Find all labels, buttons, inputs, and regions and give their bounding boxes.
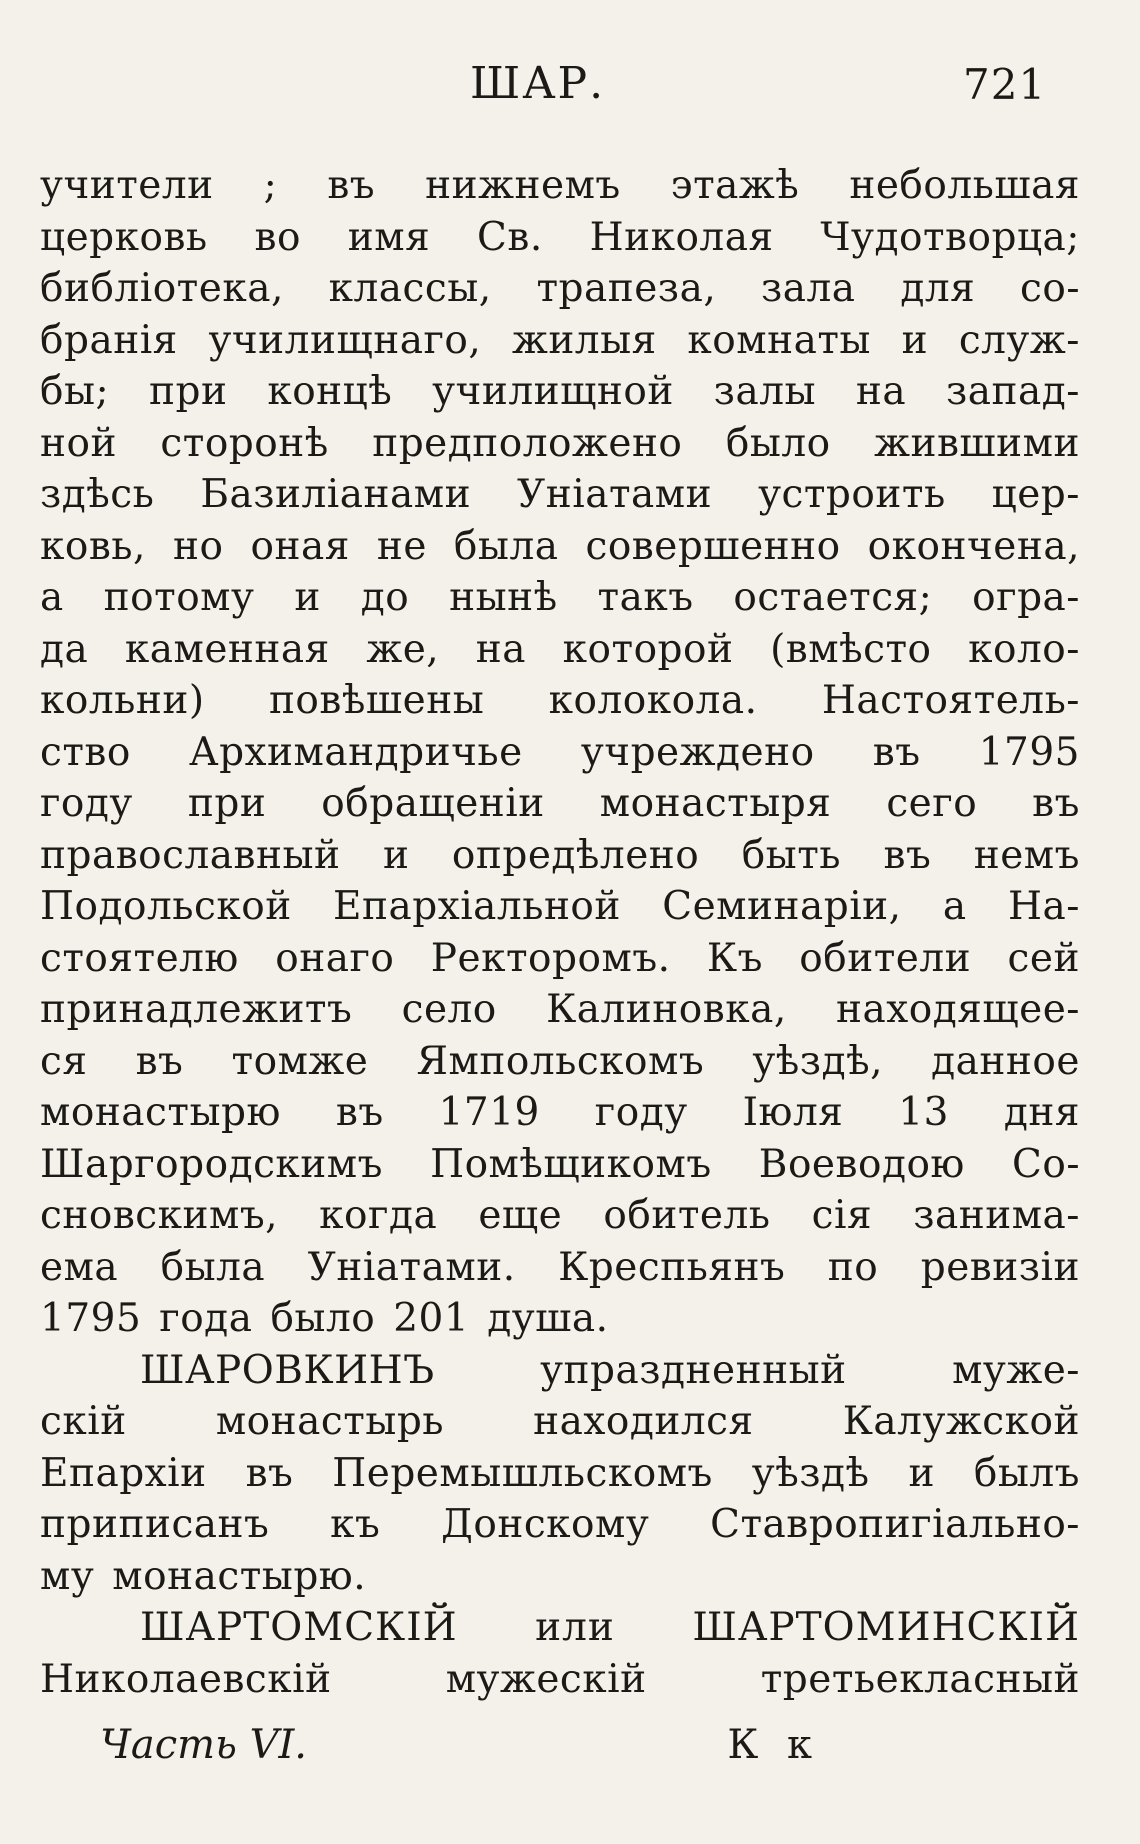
text-line — [40, 1551, 1080, 1603]
word: было — [270, 1296, 376, 1341]
word: въ — [1032, 781, 1080, 826]
text-line — [40, 1139, 1080, 1191]
word: ной — [40, 420, 117, 466]
word: этажѣ — [670, 163, 800, 208]
word: и — [382, 832, 410, 878]
word: сновскимъ, — [40, 1193, 279, 1238]
word: году — [40, 781, 133, 826]
word: которой — [562, 626, 734, 672]
word: принадлежитъ — [40, 987, 353, 1032]
word: православный — [40, 832, 341, 878]
word: ШАРТОМСКІЙ — [140, 1605, 458, 1650]
word: уѣздѣ, — [752, 1038, 883, 1084]
word: (вмѣсто — [770, 626, 932, 672]
word: потому — [103, 575, 255, 620]
word: а — [40, 575, 64, 620]
word: и — [294, 575, 321, 620]
word: а — [942, 884, 967, 929]
text-line — [40, 366, 1080, 418]
word: или — [535, 1605, 615, 1650]
word: 201 — [393, 1296, 470, 1341]
word: томже — [231, 1038, 369, 1084]
word: 1719 — [438, 1090, 540, 1135]
word: была — [160, 1244, 266, 1290]
word: году — [594, 1090, 688, 1135]
word: Воеводою — [758, 1141, 965, 1187]
word: Креспьянъ — [558, 1244, 786, 1290]
word: трапеза, — [536, 266, 717, 311]
text-line — [40, 1190, 1080, 1242]
printer-signature: К к — [727, 1722, 820, 1768]
word: третьекласный — [760, 1656, 1080, 1702]
text-line — [40, 1036, 1080, 1088]
word: для — [900, 266, 976, 311]
word: жилыя — [511, 317, 657, 363]
word: когда — [319, 1193, 438, 1238]
word: не — [376, 523, 427, 569]
word: Донскому — [441, 1502, 650, 1547]
word: Помѣщикомъ — [430, 1141, 712, 1187]
word: онаго — [275, 935, 395, 981]
word: была — [453, 523, 559, 569]
word: му — [40, 1553, 95, 1599]
word: окончена, — [867, 523, 1080, 569]
word: занима- — [913, 1193, 1080, 1238]
word: ство — [40, 729, 131, 775]
word: со- — [1020, 266, 1080, 311]
word: монастырю. — [112, 1553, 367, 1599]
word: Калиновка, — [546, 987, 787, 1032]
word: Уніатами. — [307, 1244, 516, 1290]
word: немъ — [973, 832, 1080, 878]
word: Подольской — [40, 884, 292, 929]
word: монастырь — [215, 1399, 445, 1444]
word: при — [149, 369, 228, 414]
word: такъ — [597, 575, 694, 620]
word: опредѣлено — [451, 832, 700, 878]
word: дня — [1003, 1090, 1080, 1135]
word: обители — [799, 935, 972, 981]
word: да — [40, 626, 89, 672]
word: ШАРОВКИНЪ — [140, 1347, 435, 1393]
word: приписанъ — [40, 1502, 270, 1547]
word: быть — [741, 832, 842, 878]
word: Перемышльскомъ — [332, 1450, 713, 1496]
word: Настоятель- — [821, 678, 1080, 723]
text-line — [40, 1499, 1080, 1551]
word: стоятелю — [40, 935, 239, 981]
running-head: ШАР. — [470, 58, 606, 109]
word: оная — [250, 523, 350, 569]
word: по — [827, 1244, 879, 1290]
word: муже- — [952, 1347, 1080, 1393]
text-line — [40, 1293, 1080, 1345]
word: коло- — [968, 626, 1080, 672]
word: Николая — [589, 214, 774, 260]
word: предположено — [372, 420, 683, 466]
word: Калужской — [842, 1399, 1080, 1444]
word: и — [901, 317, 929, 363]
word: монастыря — [599, 781, 832, 826]
word: ся — [40, 1038, 88, 1084]
text-line — [40, 1654, 1080, 1706]
word: цер- — [991, 472, 1080, 517]
word: въ — [872, 729, 921, 775]
word: залы — [713, 369, 817, 414]
word: учреждено — [580, 729, 815, 775]
word: на — [855, 369, 907, 414]
word: сія — [811, 1193, 873, 1238]
word: служ- — [958, 317, 1080, 363]
body-text — [40, 160, 1080, 1705]
word: уѣздѣ — [751, 1450, 870, 1496]
word: на — [475, 626, 527, 672]
text-line — [40, 572, 1080, 624]
text-line — [40, 778, 1080, 830]
word: небольшая — [849, 163, 1080, 208]
word: каменная — [124, 626, 330, 672]
word: 13 — [898, 1090, 949, 1135]
word: душа. — [487, 1296, 609, 1341]
word: Ямпольскомъ — [416, 1038, 705, 1084]
word: Уніатами — [517, 472, 713, 517]
word: сей — [1007, 935, 1080, 981]
word: Іюля — [742, 1090, 844, 1135]
word: ; — [263, 163, 278, 208]
text-line — [40, 1087, 1080, 1139]
word: и — [908, 1450, 935, 1496]
text-line — [40, 933, 1080, 985]
word: Базиліанами — [200, 472, 472, 517]
word: обращеніи — [321, 781, 545, 826]
word: но — [172, 523, 224, 569]
word: при — [187, 781, 267, 826]
word: въ — [335, 1090, 384, 1135]
word: 1795 — [40, 1296, 142, 1341]
word: здѣсь — [40, 472, 155, 517]
word: Св. — [477, 214, 543, 260]
word: повѣшены — [268, 678, 485, 723]
text-line — [40, 727, 1080, 779]
text-line — [40, 1242, 1080, 1294]
word: библіотека, — [40, 266, 284, 311]
word: въ — [327, 163, 376, 208]
word: На- — [1008, 884, 1080, 929]
word: обитель — [603, 1193, 771, 1238]
word: сторонѣ — [160, 420, 329, 466]
word: Епархіальной — [333, 884, 621, 929]
word: ШАРТОМИНСКІЙ — [692, 1605, 1080, 1650]
word: жившими — [874, 420, 1080, 466]
page-footer — [100, 1722, 820, 1768]
word: совершенно — [585, 523, 841, 569]
word: ковь, — [40, 523, 146, 569]
word: находился — [533, 1399, 754, 1444]
text-line — [40, 830, 1080, 882]
word: въ — [245, 1450, 294, 1496]
word: данное — [931, 1038, 1080, 1084]
word: классы, — [328, 266, 492, 311]
text-line — [40, 263, 1080, 315]
volume-part: Часть VI. — [100, 1722, 307, 1768]
word: года — [159, 1296, 253, 1341]
text-line — [40, 675, 1080, 727]
word: Чудотворца; — [820, 214, 1080, 260]
word: ревизіи — [920, 1244, 1080, 1290]
word: скій — [40, 1399, 127, 1444]
word: до — [360, 575, 410, 620]
word: сего — [886, 781, 978, 826]
word: было — [725, 420, 831, 466]
word: упраздненный — [540, 1347, 847, 1393]
word: село — [401, 987, 497, 1032]
word: былъ — [973, 1450, 1080, 1496]
word: 1795 — [978, 729, 1080, 775]
text-line — [40, 624, 1080, 676]
text-line — [40, 1602, 1080, 1654]
word: концѣ — [267, 369, 393, 414]
word: Епархіи — [40, 1450, 207, 1496]
word: имя — [347, 214, 431, 260]
word: Со- — [1012, 1141, 1080, 1187]
word: колокола. — [548, 678, 758, 723]
word: Семинаріи, — [662, 884, 902, 929]
word: церковь — [40, 214, 208, 260]
text-line — [40, 984, 1080, 1036]
word: къ — [330, 1502, 381, 1547]
text-line — [40, 160, 1080, 212]
word: бы; — [40, 369, 110, 414]
word: же, — [366, 626, 440, 672]
word: во — [254, 214, 301, 260]
word: Шаргородскимъ — [40, 1141, 383, 1187]
page-number: 721 — [963, 60, 1047, 109]
word: училищнаго, — [208, 317, 482, 363]
text-line — [40, 1396, 1080, 1448]
word: ема — [40, 1244, 119, 1290]
text-line — [40, 1345, 1080, 1397]
text-line — [40, 212, 1080, 264]
word: Ставропигіально- — [710, 1502, 1080, 1547]
text-line — [40, 1448, 1080, 1500]
word: кольни) — [40, 678, 205, 723]
word: огра- — [972, 575, 1080, 620]
word: въ — [883, 832, 932, 878]
word: запад- — [945, 369, 1080, 414]
word: Ректоромъ. — [430, 935, 671, 981]
word: Къ — [706, 935, 763, 981]
word: еще — [478, 1193, 563, 1238]
text-line — [40, 315, 1080, 367]
word: находящее- — [836, 987, 1080, 1032]
word: нынѣ — [449, 575, 558, 620]
word: мужескій — [445, 1656, 647, 1702]
word: комнаты — [687, 317, 871, 363]
word: бранія — [40, 317, 178, 363]
text-line — [40, 469, 1080, 521]
text-line — [40, 881, 1080, 933]
word: училищной — [432, 369, 674, 414]
word: нижнемъ — [425, 163, 621, 208]
word: устроить — [758, 472, 946, 517]
text-line — [40, 521, 1080, 573]
word: Николаевскій — [40, 1656, 332, 1702]
word: зала — [761, 266, 856, 311]
text-line — [40, 418, 1080, 470]
word: остается; — [733, 575, 933, 620]
word: Архимандричье — [189, 729, 523, 775]
word: учители — [40, 163, 214, 208]
word: въ — [135, 1038, 184, 1084]
word: монастырю — [40, 1090, 281, 1135]
